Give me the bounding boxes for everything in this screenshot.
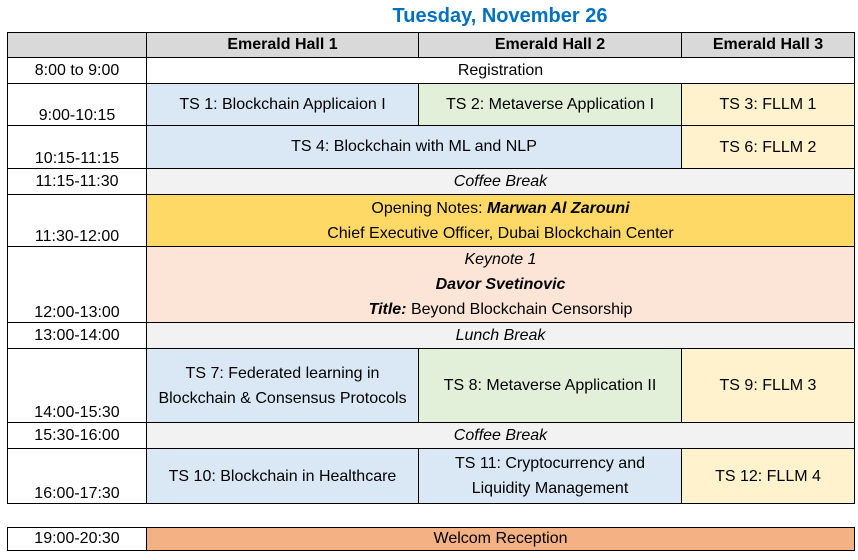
keynote-title: Beyond Blockchain Censorship [406,301,633,318]
coffee-break-1-row [8,169,855,195]
session-ts2: TS 2: Metaverse Application I [419,84,682,126]
keynote-title-label: Title: [368,301,407,318]
day-title: Tuesday, November 26 [392,5,608,27]
schedule-table [7,32,855,504]
keynote-speaker: Davor Svetinovic [435,276,566,293]
session-ts7-line-1: TS 7: Federated learning in [185,364,380,382]
session-ts8: TS 8: Metaverse Application II [419,349,682,423]
time-cell: 10:15-11:15 [8,126,147,169]
time-cell: 14:00-15:30 [8,349,147,423]
session-ts12: TS 12: FLLM 4 [682,449,855,504]
session-ts10: TS 10: Blockchain in Healthcare [147,449,419,504]
time-cell: 9:00-10:15 [8,84,147,126]
reception-cell: Welcom Reception [147,528,855,551]
time-cell: 11:30-12:00 [8,195,147,247]
hall-1-header: Emerald Hall 1 [147,33,419,58]
session-ts9: TS 9: FLLM 3 [682,349,855,423]
keynote-label: Keynote 1 [464,251,537,268]
session-ts4: TS 4: Blockchain with ML and NLP [147,126,682,169]
time-cell: 16:00-17:30 [8,449,147,504]
session-ts7-line-2: Blockchain & Consensus Protocols [158,389,407,407]
reception-row [8,528,855,551]
header-row [8,33,855,58]
session-ts11-line-2: Liquidity Management [471,480,629,497]
session-ts11-line-1: TS 11: Cryptocurrency and [454,455,645,472]
lunch-row [8,323,855,349]
slot-1-row [8,84,855,126]
time-header [8,33,147,58]
reception-table [7,527,855,551]
session-ts7 [147,349,419,423]
coffee-break-cell: Coffee Break [147,169,855,195]
hall-3-header: Emerald Hall 3 [682,33,855,58]
keynote-cell [147,247,855,323]
keynote-row [8,247,855,323]
time-cell: 8:00 to 9:00 [8,58,147,84]
coffee-break-2-row [8,423,855,449]
session-ts6: TS 6: FLLM 2 [682,126,855,169]
slot-3-row [8,349,855,423]
coffee-break-cell: Coffee Break [147,423,855,449]
lunch-break-cell: Lunch Break [147,323,855,349]
opening-notes-cell [147,195,855,247]
time-cell: 11:15-11:30 [8,169,147,195]
opening-speaker: Marwan Al Zarouni [487,199,630,217]
time-cell: 13:00-14:00 [8,323,147,349]
time-cell: 12:00-13:00 [8,247,147,323]
hall-2-header: Emerald Hall 2 [419,33,682,58]
session-ts3: TS 3: FLLM 1 [682,84,855,126]
opening-row [8,195,855,247]
opening-prefix: Opening Notes: [371,199,488,217]
reception-time: 19:00-20:30 [8,528,147,551]
registration-row [8,58,855,84]
session-ts1: TS 1: Blockchain Applicaion I [147,84,419,126]
opening-speaker-role: Chief Executive Officer, Dubai Blockchain Center [327,224,674,242]
slot-4-row [8,449,855,504]
slot-2-row [8,126,855,169]
session-ts11 [419,449,682,504]
time-cell: 15:30-16:00 [8,423,147,449]
registration-cell: Registration [147,58,855,84]
